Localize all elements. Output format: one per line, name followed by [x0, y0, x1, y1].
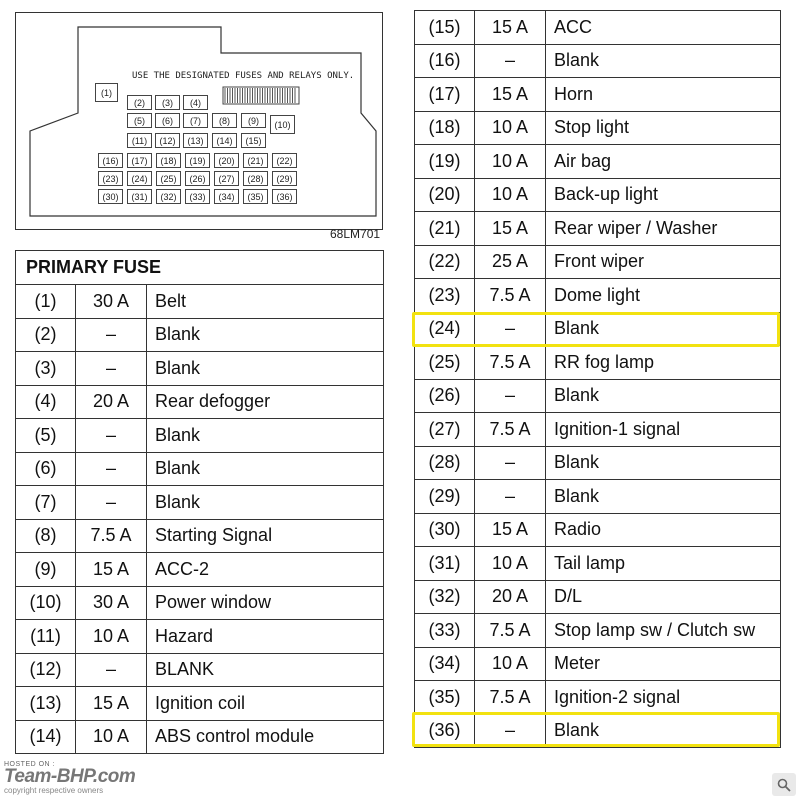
- diagram-fuse-slot: (25): [156, 171, 181, 186]
- fuse-circuit: Blank: [546, 312, 781, 346]
- fuse-amperage: 15 A: [475, 11, 546, 45]
- diagram-fuse-slot: (27): [214, 171, 239, 186]
- fuse-number: (16): [415, 44, 475, 78]
- diagram-fuse-slot: (20): [214, 153, 239, 168]
- fuse-amperage: 25 A: [475, 245, 546, 279]
- fuse-number: (19): [415, 145, 475, 179]
- primary-fuse-title: PRIMARY FUSE: [16, 251, 384, 285]
- table-row: [415, 547, 781, 581]
- fuse-circuit: RR fog lamp: [546, 346, 781, 380]
- diagram-fuse-slot: (1): [95, 83, 118, 102]
- fuse-number: (34): [415, 647, 475, 681]
- table-row: [16, 352, 384, 386]
- table-row: [16, 419, 384, 453]
- fuse-amperage: 10 A: [475, 647, 546, 681]
- table-header-row: [16, 251, 384, 285]
- fuse-circuit: ACC-2: [147, 553, 384, 587]
- watermark-copyright: copyright respective owners: [4, 786, 104, 795]
- diagram-fuse-slot: (36): [272, 189, 297, 204]
- fuse-amperage: 10 A: [475, 145, 546, 179]
- table-row: [16, 653, 384, 687]
- diagram-fuse-slot: (24): [127, 171, 152, 186]
- diagram-fuse-slot: (12): [155, 133, 180, 148]
- fuse-circuit: Air bag: [546, 145, 781, 179]
- fuse-amperage: 10 A: [475, 178, 546, 212]
- table-row: [16, 318, 384, 352]
- fuse-circuit: Ignition-2 signal: [546, 681, 781, 715]
- diagram-fuse-slot: (29): [272, 171, 297, 186]
- magnifier-icon[interactable]: [772, 773, 796, 796]
- table-row: [415, 212, 781, 246]
- fuse-amperage: 7.5 A: [475, 614, 546, 648]
- figure-code: 68LM701: [330, 227, 381, 241]
- fuse-amperage: 15 A: [475, 212, 546, 246]
- fuse-circuit: Front wiper: [546, 245, 781, 279]
- diagram-fuse-slot: (4): [183, 95, 208, 110]
- fuse-amperage: –: [475, 714, 546, 748]
- fuse-circuit: D/L: [546, 580, 781, 614]
- table-row: [415, 580, 781, 614]
- diagram-fuse-slot: (26): [185, 171, 210, 186]
- diagram-fuse-slot: (22): [272, 153, 297, 168]
- fuse-number: (18): [415, 111, 475, 145]
- fuse-circuit: Back-up light: [546, 178, 781, 212]
- fuse-circuit: ABS control module: [147, 720, 384, 754]
- fuse-amperage: 10 A: [475, 111, 546, 145]
- diagram-fuse-slot: (10): [270, 115, 295, 134]
- fuse-number: (6): [16, 452, 76, 486]
- fuse-number: (27): [415, 413, 475, 447]
- diagram-fuse-slot: (15): [241, 133, 266, 148]
- fuse-amperage: –: [475, 379, 546, 413]
- fuse-circuit: Rear defogger: [147, 385, 384, 419]
- diagram-fuse-slot: (9): [241, 113, 266, 128]
- diagram-fuse-slot: (7): [183, 113, 208, 128]
- fuse-circuit: Dome light: [546, 279, 781, 313]
- fuse-amperage: –: [76, 352, 147, 386]
- table-row: [16, 285, 384, 319]
- table-row: [415, 379, 781, 413]
- fuse-circuit: Horn: [546, 78, 781, 112]
- diagram-fuse-slot: (19): [185, 153, 210, 168]
- fuse-number: (29): [415, 480, 475, 514]
- fuse-number: (20): [415, 178, 475, 212]
- fuse-amperage: 7.5 A: [475, 681, 546, 715]
- fuse-number: (9): [16, 553, 76, 587]
- fuse-circuit: Blank: [147, 352, 384, 386]
- fuse-number: (11): [16, 620, 76, 654]
- fuse-amperage: –: [76, 452, 147, 486]
- fuse-amperage: 20 A: [76, 385, 147, 419]
- table-row: [415, 413, 781, 447]
- diagram-fuse-slot: (17): [127, 153, 152, 168]
- table-row: [16, 385, 384, 419]
- fuse-number: (26): [415, 379, 475, 413]
- fuse-circuit: Tail lamp: [546, 547, 781, 581]
- diagram-fuse-slot: (13): [183, 133, 208, 148]
- table-row: [415, 446, 781, 480]
- diagram-fuse-slot: (2): [127, 95, 152, 110]
- fuse-amperage: 15 A: [475, 513, 546, 547]
- fuse-number: (4): [16, 385, 76, 419]
- table-row: [415, 647, 781, 681]
- fuse-box-diagram: [15, 12, 383, 230]
- fuse-amperage: –: [475, 312, 546, 346]
- watermark: [4, 761, 135, 795]
- diagram-fuse-slot: (18): [156, 153, 181, 168]
- fuse-circuit: Blank: [147, 419, 384, 453]
- fuse-number: (2): [16, 318, 76, 352]
- fuse-amperage: 7.5 A: [475, 413, 546, 447]
- fuse-number: (28): [415, 446, 475, 480]
- diagram-fuse-slot: (5): [127, 113, 152, 128]
- table-row: [16, 553, 384, 587]
- fuse-circuit: Meter: [546, 647, 781, 681]
- secondary-fuse-table: [414, 10, 781, 748]
- fuse-number: (25): [415, 346, 475, 380]
- diagram-fuse-slot: (23): [98, 171, 123, 186]
- diagram-fuse-slot: (6): [155, 113, 180, 128]
- watermark-site: Team-BHP.com: [4, 766, 136, 787]
- diagram-fuse-slot: (16): [98, 153, 123, 168]
- fuse-amperage: 30 A: [76, 586, 147, 620]
- fuse-amperage: 15 A: [475, 78, 546, 112]
- fuse-circuit: Rear wiper / Washer: [546, 212, 781, 246]
- table-row: [415, 346, 781, 380]
- fuse-circuit: Blank: [546, 714, 781, 748]
- fuse-circuit: Blank: [147, 318, 384, 352]
- table-row: [415, 78, 781, 112]
- table-row: [415, 145, 781, 179]
- fuse-circuit: BLANK: [147, 653, 384, 687]
- table-row: [415, 245, 781, 279]
- diagram-fuse-slot: (34): [214, 189, 239, 204]
- fuse-number: (31): [415, 547, 475, 581]
- fuse-amperage: 15 A: [76, 553, 147, 587]
- table-row: [415, 513, 781, 547]
- table-row: [16, 452, 384, 486]
- diagram-fuse-slot: (32): [156, 189, 181, 204]
- fuse-number: (21): [415, 212, 475, 246]
- fuse-circuit: Blank: [147, 452, 384, 486]
- fuse-number: (7): [16, 486, 76, 520]
- table-row: [16, 586, 384, 620]
- fuse-circuit: Ignition coil: [147, 687, 384, 721]
- table-row: [16, 519, 384, 553]
- fuse-amperage: –: [76, 486, 147, 520]
- fuse-number: (24): [415, 312, 475, 346]
- fuse-number: (5): [16, 419, 76, 453]
- fuse-circuit: Stop lamp sw / Clutch sw: [546, 614, 781, 648]
- fuse-amperage: 10 A: [475, 547, 546, 581]
- diagram-fuse-slot: (8): [212, 113, 237, 128]
- fuse-number: (3): [16, 352, 76, 386]
- fuse-circuit: Belt: [147, 285, 384, 319]
- table-row: [415, 44, 781, 78]
- fuse-number: (10): [16, 586, 76, 620]
- fuse-number: (22): [415, 245, 475, 279]
- fuse-amperage: 20 A: [475, 580, 546, 614]
- diagram-fuse-slot: (3): [155, 95, 180, 110]
- diagram-fuse-slot: (33): [185, 189, 210, 204]
- fuse-number: (35): [415, 681, 475, 715]
- fuse-circuit: Blank: [546, 446, 781, 480]
- fuse-amperage: 30 A: [76, 285, 147, 319]
- fuse-number: (15): [415, 11, 475, 45]
- table-row: [415, 178, 781, 212]
- fuse-circuit: Ignition-1 signal: [546, 413, 781, 447]
- table-row: [16, 687, 384, 721]
- primary-fuse-table: [15, 250, 384, 754]
- fuse-amperage: 7.5 A: [475, 279, 546, 313]
- table-row: [415, 111, 781, 145]
- fuse-circuit: Blank: [546, 480, 781, 514]
- fuse-amperage: 10 A: [76, 620, 147, 654]
- fuse-amperage: –: [475, 44, 546, 78]
- fuse-amperage: –: [76, 419, 147, 453]
- fuse-circuit: Radio: [546, 513, 781, 547]
- fuse-number: (8): [16, 519, 76, 553]
- fuse-number: (23): [415, 279, 475, 313]
- fuse-number: (32): [415, 580, 475, 614]
- watermark-hosted: HOSTED ON :: [4, 761, 56, 768]
- fuse-circuit: Blank: [147, 486, 384, 520]
- fuse-circuit: Blank: [546, 379, 781, 413]
- table-row: [415, 614, 781, 648]
- fuse-amperage: –: [76, 653, 147, 687]
- table-row: [16, 620, 384, 654]
- diagram-fuse-slot: (28): [243, 171, 268, 186]
- fuse-circuit: Power window: [147, 586, 384, 620]
- fuse-number: (13): [16, 687, 76, 721]
- fuse-amperage: 15 A: [76, 687, 147, 721]
- fuse-amperage: –: [475, 446, 546, 480]
- diagram-fuse-slot: (21): [243, 153, 268, 168]
- diagram-note: USE THE DESIGNATED FUSES AND RELAYS ONLY.: [132, 71, 355, 81]
- table-row: [16, 720, 384, 754]
- diagram-fuse-slot: (30): [98, 189, 123, 204]
- table-row: [415, 279, 781, 313]
- fuse-amperage: 7.5 A: [76, 519, 147, 553]
- fuse-amperage: 7.5 A: [475, 346, 546, 380]
- fuse-amperage: –: [475, 480, 546, 514]
- diagram-fuse-slot: (31): [127, 189, 152, 204]
- fuse-number: (30): [415, 513, 475, 547]
- fuse-circuit: Blank: [546, 44, 781, 78]
- fuse-circuit: ACC: [546, 11, 781, 45]
- fuse-amperage: –: [76, 318, 147, 352]
- fuse-circuit: Hazard: [147, 620, 384, 654]
- diagram-fuse-slot: (11): [127, 133, 152, 148]
- fuse-number: (36): [415, 714, 475, 748]
- fuse-number: (12): [16, 653, 76, 687]
- fuse-amperage: 10 A: [76, 720, 147, 754]
- fuse-number: (14): [16, 720, 76, 754]
- fuse-circuit: Stop light: [546, 111, 781, 145]
- table-row: [415, 480, 781, 514]
- relay-grille: [223, 87, 299, 104]
- diagram-fuse-slot: (35): [243, 189, 268, 204]
- fuse-number: (1): [16, 285, 76, 319]
- table-row: [415, 714, 781, 748]
- diagram-fuse-slot: (14): [212, 133, 237, 148]
- fuse-number: (17): [415, 78, 475, 112]
- table-row: [16, 486, 384, 520]
- fuse-number: (33): [415, 614, 475, 648]
- fuse-circuit: Starting Signal: [147, 519, 384, 553]
- table-row: [415, 11, 781, 45]
- table-row: [415, 312, 781, 346]
- table-row: [415, 681, 781, 715]
